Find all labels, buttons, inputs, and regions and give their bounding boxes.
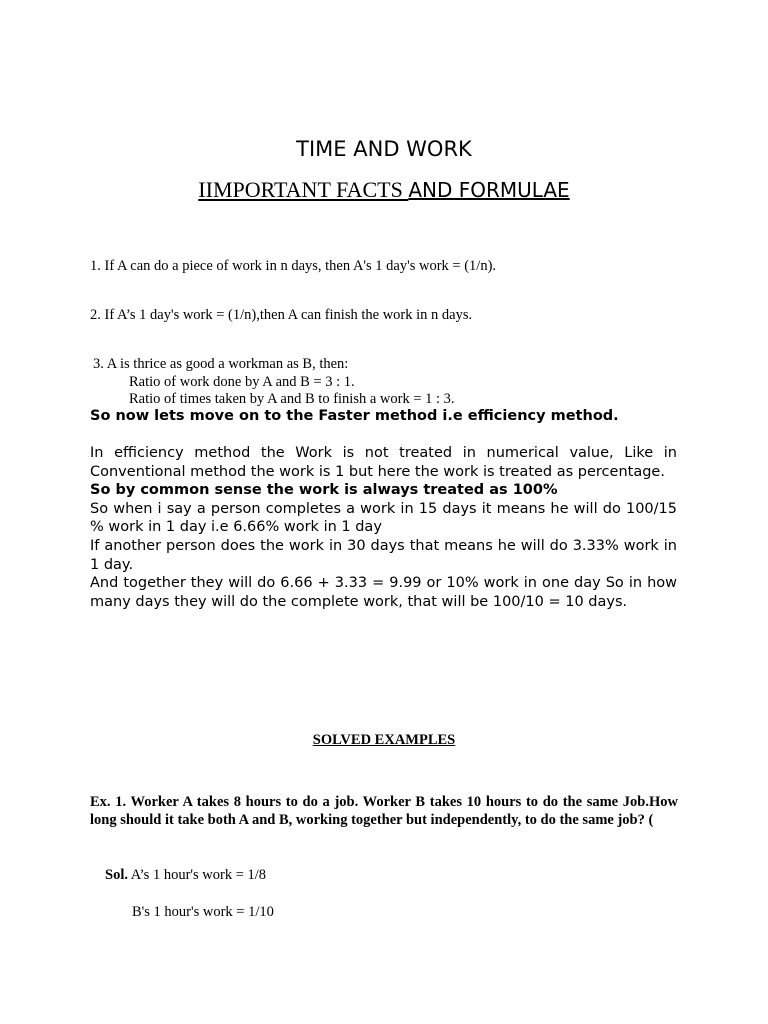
fact-3: 3. A is thrice as good a workman as B, then: — [93, 356, 349, 372]
fact-3-ratio-work: Ratio of work done by A and B = 3 : 1. — [129, 374, 355, 390]
page-title: TIME AND WORK — [296, 137, 472, 161]
solution-line-1 — [105, 866, 266, 884]
efficiency-para-3: If another person does the work in 30 days that means he will do 3.33% work in 1 day. — [90, 537, 677, 573]
efficiency-heading: So now lets move on to the Faster method i.e efficiency method. — [90, 408, 619, 424]
efficiency-body — [90, 444, 677, 611]
solution-label: Sol. — [105, 867, 128, 883]
subtitle-part-1: IIMPORTANT FACTS — [198, 177, 409, 202]
efficiency-bold-line: So by common sense the work is always treated as 100% — [90, 482, 558, 499]
subtitle-part-2: AND FORMULAE — [408, 178, 570, 202]
page-subtitle — [0, 174, 768, 209]
fact-3-ratio-time: Ratio of times taken by A and B to finish a work = 1 : 3. — [129, 391, 455, 407]
efficiency-para-1: In efficiency method the Work is not treated in numerical value, Like in Conventional method the work is 1 but here the work is treated as percentage. — [90, 445, 677, 480]
example-1-question: Ex. 1. Worker A takes 8 hours to do a job. Worker B takes 10 hours to do the same Job.How long should it take both A and B, working together but independently, to do the same job? ( — [90, 794, 678, 828]
solution-b-rate: B's 1 hour's work = 1/10 — [132, 904, 274, 920]
solved-examples-heading: SOLVED EXAMPLES — [312, 732, 456, 748]
fact-2: 2. If A’s 1 day's work = (1/n),then A can finish the work in n days. — [90, 307, 473, 323]
efficiency-para-4: And together they will do 6.66 + 3.33 = 9.99 or 10% work in one day So in how many days they will do the complete work, that will be 100/10 = 10 days. — [90, 575, 677, 610]
fact-1: 1. If A can do a piece of work in n days, then A's 1 day's work = (1/n). — [90, 258, 497, 274]
solution-a-rate: A’s 1 hour's work = 1/8 — [127, 867, 267, 883]
efficiency-para-2: So when i say a person completes a work in 15 days it means he will do 100/15 % work in 1 day i.e 6.66% work in 1 day — [90, 500, 677, 536]
